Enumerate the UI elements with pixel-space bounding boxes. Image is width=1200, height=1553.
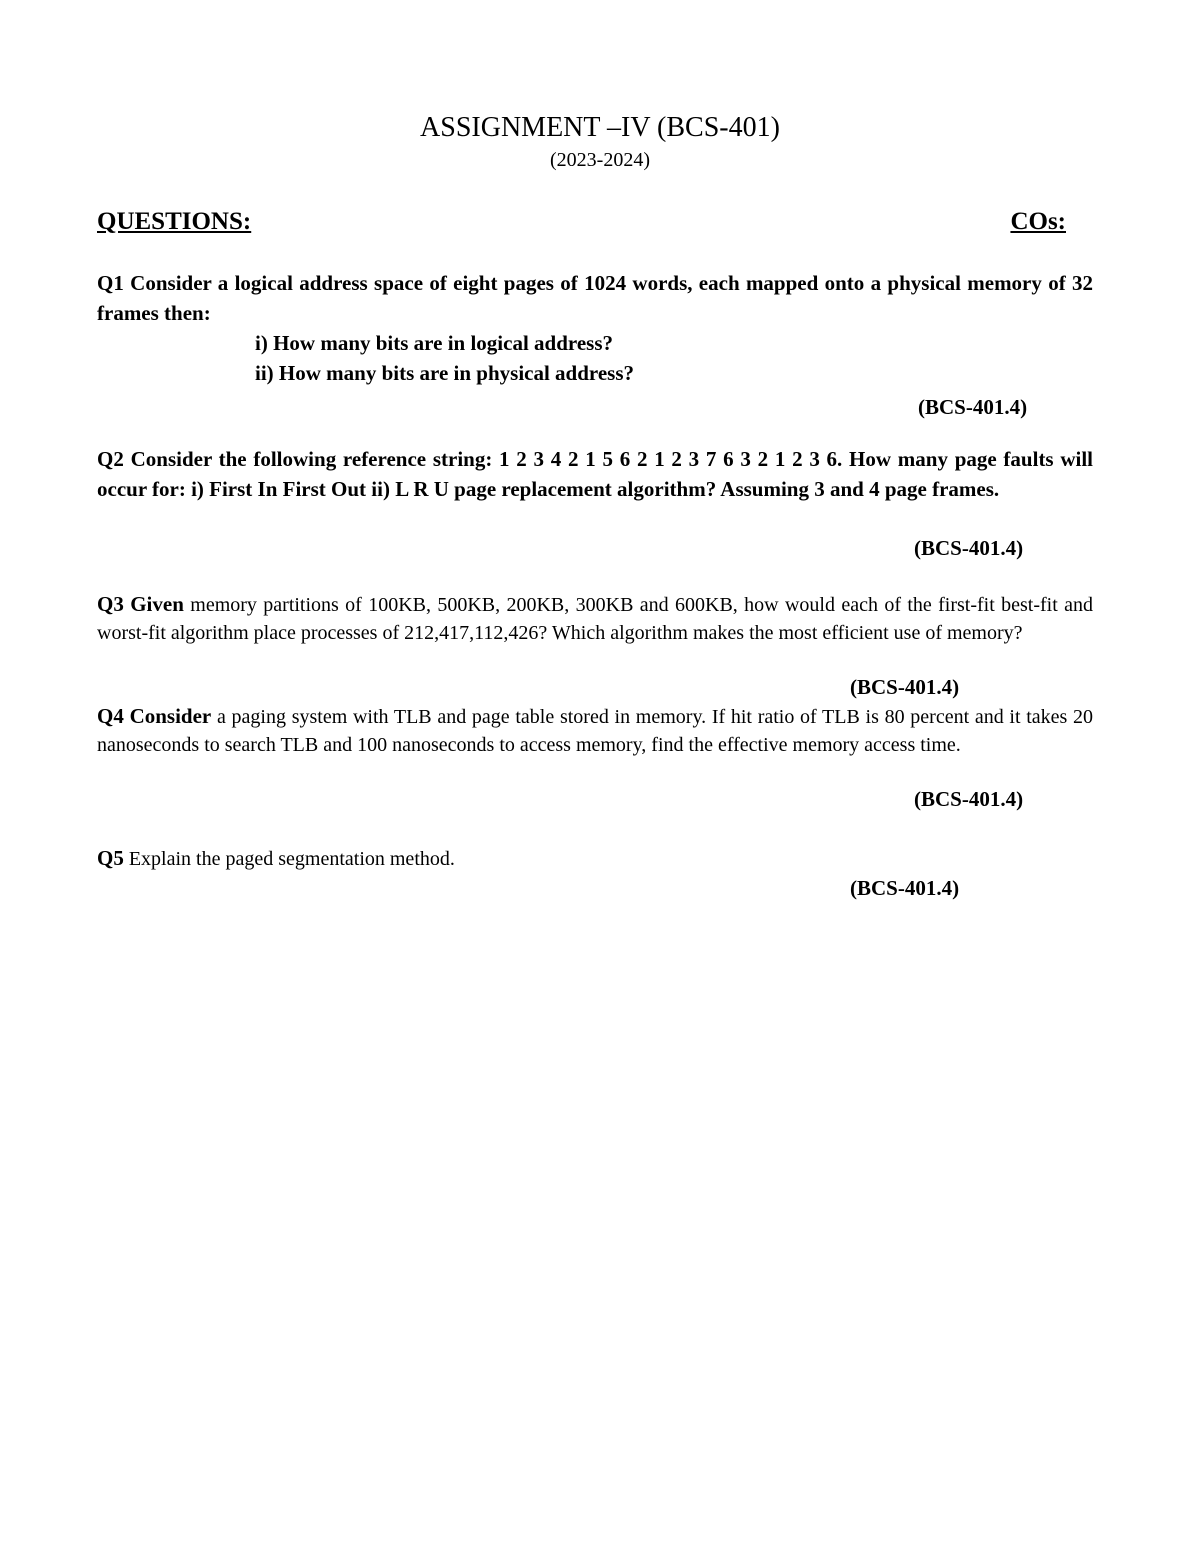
q1-course-outcome: (BCS-401.4) xyxy=(918,395,1028,419)
question-number: Q4 xyxy=(97,704,124,728)
question-number: Q5 xyxy=(97,846,124,870)
question-text: Consider a logical address space of eight pages of 1024 words, each mapped onto a physical memory of 32 frames then: xyxy=(97,271,1094,325)
question-number: Q1 xyxy=(97,271,124,295)
question-1 xyxy=(97,268,1093,328)
question-3 xyxy=(97,590,1093,647)
q1-subquestion-1: i) How many bits are in logical address? xyxy=(255,331,613,355)
question-text: a paging system with TLB and page table stored in memory. If hit ratio of TLB is 80 percent and it takes 20 nanoseconds to search TLB and 100 nanoseconds to access memory, find the effective memory access time. xyxy=(97,706,1094,756)
cos-heading: COs: xyxy=(1010,208,1066,235)
question-2 xyxy=(97,444,1093,504)
assignment-title: ASSIGNMENT –IV (BCS-401) xyxy=(420,112,780,143)
q5-course-outcome: (BCS-401.4) xyxy=(850,876,960,900)
question-text: memory partitions of 100KB, 500KB, 200KB, 300KB and 600KB, how would each of the first-fit best-fit and worst-fit algorithm place processes of 212,417,112,426? Which algorithm makes the most efficient use of memory? xyxy=(97,594,1094,644)
question-number: Q3 xyxy=(97,592,124,616)
question-text: Consider the following reference string: 1 2 3 4 2 1 5 6 2 1 2 3 7 6 3 2 1 2 3 6. How many page faults will occur for: i) First In First Out ii) L R U page replacement algorithm? Assuming 3 and 4 page frames. xyxy=(97,447,1094,501)
q2-course-outcome: (BCS-401.4) xyxy=(914,536,1024,560)
q4-course-outcome: (BCS-401.4) xyxy=(914,787,1024,811)
academic-year: (2023-2024) xyxy=(550,149,650,171)
q1-subquestion-2: ii) How many bits are in physical address? xyxy=(255,361,635,385)
question-5 xyxy=(97,844,1093,873)
question-lead: Consider xyxy=(129,704,212,728)
question-text: Explain the paged segmentation method. xyxy=(128,848,455,870)
question-4 xyxy=(97,702,1093,759)
question-lead: Given xyxy=(130,592,184,616)
question-number: Q2 xyxy=(97,447,124,471)
q3-course-outcome: (BCS-401.4) xyxy=(850,675,960,699)
questions-heading: QUESTIONS: xyxy=(97,208,252,235)
